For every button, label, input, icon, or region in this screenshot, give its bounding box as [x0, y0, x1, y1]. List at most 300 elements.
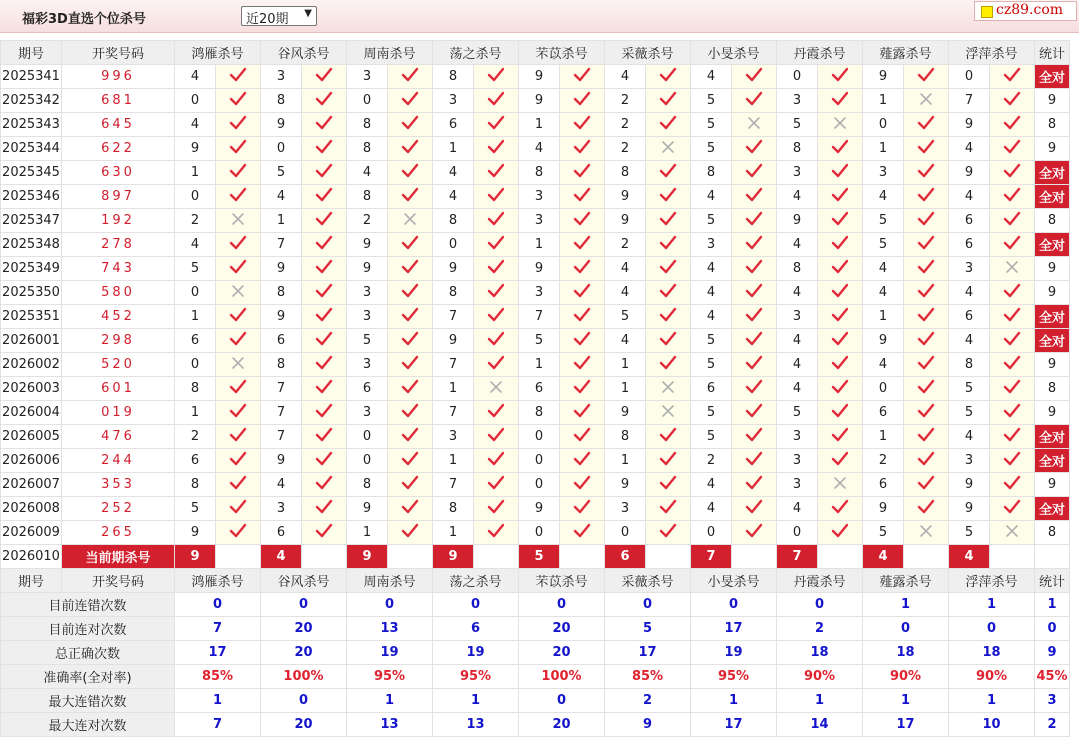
- hit-cell: [818, 353, 863, 377]
- miss-cell: [990, 521, 1035, 545]
- hit-cell: [560, 377, 605, 401]
- check-icon: [831, 187, 849, 203]
- kill-number: 0: [347, 425, 388, 449]
- check-icon: [315, 259, 333, 275]
- kill-number: 5: [175, 497, 216, 521]
- site-logo[interactable]: [974, 1, 1077, 21]
- check-icon: [573, 307, 591, 323]
- miss-cell: [216, 209, 261, 233]
- hit-cell: [474, 161, 519, 185]
- miss-cell: [388, 209, 433, 233]
- kill-number: 4: [605, 257, 646, 281]
- drawn-number: 452: [62, 305, 175, 329]
- check-icon: [831, 355, 849, 371]
- empty-cell: [388, 545, 433, 569]
- col-header-expert[interactable]: 鸿雁杀号: [175, 569, 261, 593]
- col-header-expert[interactable]: 芣苡杀号: [519, 41, 605, 65]
- col-header-expert[interactable]: 丹霞杀号: [777, 569, 863, 593]
- hit-cell: [732, 329, 777, 353]
- cross-icon: [1005, 524, 1019, 538]
- table-header-row: [1, 41, 1070, 65]
- drawn-number: 353: [62, 473, 175, 497]
- table-row: [1, 377, 1070, 401]
- check-icon: [573, 475, 591, 491]
- hit-cell: [560, 137, 605, 161]
- hit-cell: [388, 137, 433, 161]
- hit-cell: [904, 329, 949, 353]
- kill-number: 8: [519, 401, 560, 425]
- kill-number: 6: [347, 377, 388, 401]
- hit-cell: [474, 65, 519, 89]
- check-icon: [659, 427, 677, 443]
- cross-icon: [231, 212, 245, 226]
- check-icon: [573, 139, 591, 155]
- stats-value: 1: [347, 689, 433, 713]
- stats-label: 目前连错次数: [1, 593, 175, 617]
- check-icon: [573, 403, 591, 419]
- hit-cell: [560, 233, 605, 257]
- kill-number: 1: [175, 401, 216, 425]
- kill-number: 5: [691, 353, 732, 377]
- col-header-expert[interactable]: 丹霞杀号: [777, 41, 863, 65]
- check-icon: [315, 331, 333, 347]
- check-icon: [831, 139, 849, 155]
- hit-cell: [818, 65, 863, 89]
- kill-number: 8: [691, 161, 732, 185]
- cross-icon: [1005, 260, 1019, 274]
- stats-value: 90%: [777, 665, 863, 689]
- check-icon: [229, 331, 247, 347]
- check-icon: [659, 211, 677, 227]
- cross-icon: [747, 116, 761, 130]
- hit-cell: [818, 89, 863, 113]
- check-icon: [315, 67, 333, 83]
- col-header-expert[interactable]: 薤露杀号: [863, 41, 949, 65]
- check-icon: [487, 475, 505, 491]
- hit-cell: [302, 449, 347, 473]
- hit-cell: [904, 401, 949, 425]
- hit-cell: [560, 521, 605, 545]
- stats-value: 2: [1035, 713, 1070, 737]
- stats-value: 95%: [433, 665, 519, 689]
- hit-cell: [990, 209, 1035, 233]
- hit-cell: [904, 233, 949, 257]
- check-icon: [745, 307, 763, 323]
- kill-number: 8: [347, 473, 388, 497]
- check-icon: [1003, 379, 1021, 395]
- kill-number: 9: [949, 497, 990, 521]
- hit-cell: [990, 449, 1035, 473]
- check-icon: [1003, 187, 1021, 203]
- stats-label: 总正确次数: [1, 641, 175, 665]
- hit-cell: [216, 521, 261, 545]
- check-icon: [229, 67, 247, 83]
- stats-value: 1: [691, 689, 777, 713]
- hit-cell: [904, 305, 949, 329]
- check-icon: [401, 235, 419, 251]
- stats-value: 18: [777, 641, 863, 665]
- issue-number: 2025345: [1, 161, 62, 185]
- stats-value: 0: [1035, 617, 1070, 641]
- hit-cell: [818, 161, 863, 185]
- hit-cell: [818, 425, 863, 449]
- check-icon: [659, 475, 677, 491]
- kill-number: 3: [777, 305, 818, 329]
- check-icon: [315, 379, 333, 395]
- check-icon: [487, 235, 505, 251]
- stats-value: 85%: [605, 665, 691, 689]
- table-row: [1, 257, 1070, 281]
- drawn-number: 743: [62, 257, 175, 281]
- kill-number: 1: [433, 137, 474, 161]
- check-icon: [487, 451, 505, 467]
- hit-cell: [818, 209, 863, 233]
- kill-number: 8: [175, 473, 216, 497]
- kill-number: 3: [777, 161, 818, 185]
- kill-number: 6: [261, 521, 302, 545]
- check-icon: [229, 163, 247, 179]
- cross-icon: [489, 380, 503, 394]
- current-kill-number: 6: [605, 545, 646, 569]
- stats-value: 9: [1035, 641, 1070, 665]
- check-icon: [573, 91, 591, 107]
- cross-icon: [833, 116, 847, 130]
- kill-number: 4: [949, 329, 990, 353]
- hit-cell: [560, 257, 605, 281]
- kill-number: 7: [519, 305, 560, 329]
- stats-value: 18: [949, 641, 1035, 665]
- current-kill-number: 9: [175, 545, 216, 569]
- stats-value: 95%: [691, 665, 777, 689]
- correct-count: 9: [1035, 257, 1070, 281]
- kill-number: 3: [777, 89, 818, 113]
- check-icon: [229, 499, 247, 515]
- col-header-expert[interactable]: 小旻杀号: [691, 41, 777, 65]
- drawn-number: 996: [62, 65, 175, 89]
- hit-cell: [732, 233, 777, 257]
- hit-cell: [904, 425, 949, 449]
- table-row: [1, 65, 1070, 89]
- col-header-expert[interactable]: 荡之杀号: [433, 41, 519, 65]
- hit-cell: [646, 425, 691, 449]
- kill-number: 4: [777, 329, 818, 353]
- check-icon: [1003, 355, 1021, 371]
- hit-cell: [216, 449, 261, 473]
- stats-value: 90%: [863, 665, 949, 689]
- hit-cell: [388, 89, 433, 113]
- stats-value: 100%: [261, 665, 347, 689]
- hit-cell: [646, 233, 691, 257]
- hit-cell: [560, 425, 605, 449]
- kill-number: 9: [605, 473, 646, 497]
- kill-number: 4: [691, 257, 732, 281]
- kill-number: 1: [863, 305, 904, 329]
- hit-cell: [474, 137, 519, 161]
- stats-value: 13: [347, 617, 433, 641]
- kill-number: 0: [519, 449, 560, 473]
- check-icon: [917, 211, 935, 227]
- hit-cell: [216, 425, 261, 449]
- stats-value: 1: [863, 593, 949, 617]
- check-icon: [831, 307, 849, 323]
- check-icon: [401, 163, 419, 179]
- check-icon: [315, 115, 333, 131]
- kill-number: 9: [863, 65, 904, 89]
- check-icon: [917, 403, 935, 419]
- kill-number: 3: [433, 425, 474, 449]
- stats-value: 0: [519, 593, 605, 617]
- empty-cell: [990, 545, 1035, 569]
- hit-cell: [904, 65, 949, 89]
- check-icon: [315, 403, 333, 419]
- kill-number: 3: [691, 233, 732, 257]
- all-correct-badge: 全对: [1035, 185, 1070, 209]
- check-icon: [1003, 235, 1021, 251]
- kill-number: 0: [519, 521, 560, 545]
- hit-cell: [646, 257, 691, 281]
- kill-number: 5: [691, 137, 732, 161]
- kill-number: 3: [519, 209, 560, 233]
- check-icon: [659, 91, 677, 107]
- check-icon: [831, 259, 849, 275]
- check-icon: [401, 379, 419, 395]
- hit-cell: [302, 113, 347, 137]
- check-icon: [401, 139, 419, 155]
- kill-number: 4: [175, 233, 216, 257]
- kill-number: 8: [433, 65, 474, 89]
- stats-value: 19: [433, 641, 519, 665]
- kill-number: 0: [519, 473, 560, 497]
- kill-number: 5: [863, 209, 904, 233]
- hit-cell: [990, 65, 1035, 89]
- kill-number: 0: [347, 89, 388, 113]
- check-icon: [487, 67, 505, 83]
- hit-cell: [216, 377, 261, 401]
- table-row: [1, 161, 1070, 185]
- issue-number: 2026002: [1, 353, 62, 377]
- miss-cell: [646, 137, 691, 161]
- kill-number: 9: [175, 137, 216, 161]
- hit-cell: [216, 161, 261, 185]
- stats-value: 90%: [949, 665, 1035, 689]
- current-kill-number: 7: [777, 545, 818, 569]
- miss-cell: [216, 353, 261, 377]
- kill-number: 0: [519, 425, 560, 449]
- kill-number: 1: [605, 377, 646, 401]
- stats-value: 17: [863, 713, 949, 737]
- hit-cell: [302, 521, 347, 545]
- stats-value: 17: [605, 641, 691, 665]
- stats-value: 1: [949, 593, 1035, 617]
- drawn-number: 897: [62, 185, 175, 209]
- col-header-expert[interactable]: 周南杀号: [347, 569, 433, 593]
- issue-number: 2025342: [1, 89, 62, 113]
- hit-cell: [388, 281, 433, 305]
- all-correct-badge: 全对: [1035, 233, 1070, 257]
- check-icon: [917, 163, 935, 179]
- hit-cell: [990, 473, 1035, 497]
- kill-number: 7: [433, 401, 474, 425]
- kill-number: 4: [863, 257, 904, 281]
- check-icon: [917, 379, 935, 395]
- kill-number: 5: [691, 89, 732, 113]
- kill-number: 0: [863, 377, 904, 401]
- col-header-expert[interactable]: 谷风杀号: [261, 569, 347, 593]
- col-header-expert[interactable]: 周南杀号: [347, 41, 433, 65]
- stats-row: [1, 617, 1070, 641]
- check-icon: [831, 91, 849, 107]
- hit-cell: [474, 305, 519, 329]
- kill-number: 3: [347, 65, 388, 89]
- kill-number: 2: [605, 233, 646, 257]
- hit-cell: [388, 161, 433, 185]
- kill-number: 9: [605, 401, 646, 425]
- table-row: [1, 521, 1070, 545]
- hit-cell: [646, 113, 691, 137]
- col-header-expert[interactable]: 荡之杀号: [433, 569, 519, 593]
- hit-cell: [732, 65, 777, 89]
- stats-label: 最大连对次数: [1, 713, 175, 737]
- check-icon: [1003, 331, 1021, 347]
- kill-number: 4: [777, 233, 818, 257]
- correct-count: 8: [1035, 209, 1070, 233]
- issue-number: 2026005: [1, 425, 62, 449]
- check-icon: [573, 235, 591, 251]
- kill-number: 6: [175, 329, 216, 353]
- table-row: [1, 185, 1070, 209]
- kill-number: 1: [433, 449, 474, 473]
- empty-cell: [732, 545, 777, 569]
- kill-number: 0: [175, 89, 216, 113]
- hit-cell: [646, 65, 691, 89]
- col-header-expert[interactable]: 谷风杀号: [261, 41, 347, 65]
- kill-number: 6: [949, 305, 990, 329]
- col-header-expert[interactable]: 小旻杀号: [691, 569, 777, 593]
- hit-cell: [560, 449, 605, 473]
- correct-count: 9: [1035, 353, 1070, 377]
- hit-cell: [646, 281, 691, 305]
- stats-value: 17: [691, 617, 777, 641]
- hit-cell: [732, 89, 777, 113]
- hit-cell: [474, 449, 519, 473]
- issue-number: 2026007: [1, 473, 62, 497]
- table-row: [1, 233, 1070, 257]
- kill-number: 9: [949, 473, 990, 497]
- kill-number: 4: [433, 185, 474, 209]
- hit-cell: [904, 257, 949, 281]
- hit-cell: [904, 281, 949, 305]
- hit-cell: [560, 305, 605, 329]
- hit-cell: [474, 521, 519, 545]
- hit-cell: [646, 353, 691, 377]
- kill-number: 5: [863, 521, 904, 545]
- miss-cell: [646, 377, 691, 401]
- col-header-expert[interactable]: 浮萍杀号: [949, 41, 1035, 65]
- check-icon: [401, 91, 419, 107]
- check-icon: [917, 499, 935, 515]
- kill-number: 4: [691, 65, 732, 89]
- hit-cell: [732, 353, 777, 377]
- issue-number: 2026006: [1, 449, 62, 473]
- miss-cell: [904, 521, 949, 545]
- col-header-issue: 期号: [1, 41, 62, 65]
- col-header-expert[interactable]: 采薇杀号: [605, 569, 691, 593]
- check-icon: [487, 115, 505, 131]
- hit-cell: [216, 473, 261, 497]
- kill-number: 4: [433, 161, 474, 185]
- check-icon: [229, 427, 247, 443]
- kill-number: 2: [347, 209, 388, 233]
- period-select-value: 近20期: [246, 12, 289, 27]
- hit-cell: [732, 137, 777, 161]
- check-icon: [573, 499, 591, 515]
- cross-icon: [661, 404, 675, 418]
- check-icon: [1003, 163, 1021, 179]
- kill-number: 5: [691, 425, 732, 449]
- kill-number: 4: [777, 353, 818, 377]
- kill-number: 4: [949, 425, 990, 449]
- check-icon: [487, 523, 505, 539]
- hit-cell: [560, 497, 605, 521]
- hit-cell: [646, 473, 691, 497]
- check-icon: [745, 163, 763, 179]
- miss-cell: [818, 113, 863, 137]
- check-icon: [315, 307, 333, 323]
- hit-cell: [388, 521, 433, 545]
- table-row: [1, 425, 1070, 449]
- check-icon: [401, 403, 419, 419]
- miss-cell: [216, 281, 261, 305]
- stats-row: [1, 689, 1070, 713]
- stats-value: 10: [949, 713, 1035, 737]
- hit-cell: [818, 401, 863, 425]
- stats-value: 2: [777, 617, 863, 641]
- check-icon: [745, 427, 763, 443]
- hit-cell: [818, 329, 863, 353]
- hit-cell: [646, 449, 691, 473]
- kill-number: 7: [433, 353, 474, 377]
- check-icon: [487, 139, 505, 155]
- kill-number: 3: [261, 65, 302, 89]
- col-header-expert[interactable]: 芣苡杀号: [519, 569, 605, 593]
- issue-number: 2025346: [1, 185, 62, 209]
- hit-cell: [560, 473, 605, 497]
- check-icon: [229, 307, 247, 323]
- miss-cell: [474, 377, 519, 401]
- col-header-expert[interactable]: 浮萍杀号: [949, 569, 1035, 593]
- check-icon: [573, 427, 591, 443]
- kill-number: 9: [519, 65, 560, 89]
- cross-icon: [919, 92, 933, 106]
- hit-cell: [388, 257, 433, 281]
- period-select[interactable]: [241, 6, 317, 26]
- col-header-expert[interactable]: 薤露杀号: [863, 569, 949, 593]
- col-header-expert[interactable]: 鸿雁杀号: [175, 41, 261, 65]
- check-icon: [917, 331, 935, 347]
- check-icon: [229, 523, 247, 539]
- stats-row: [1, 593, 1070, 617]
- check-icon: [659, 259, 677, 275]
- col-header-expert[interactable]: 采薇杀号: [605, 41, 691, 65]
- kill-number: 4: [691, 473, 732, 497]
- kill-number: 9: [777, 209, 818, 233]
- stats-value: 45%: [1035, 665, 1070, 689]
- kill-number: 2: [691, 449, 732, 473]
- hit-cell: [904, 449, 949, 473]
- kill-number: 4: [519, 137, 560, 161]
- check-icon: [401, 451, 419, 467]
- check-icon: [487, 307, 505, 323]
